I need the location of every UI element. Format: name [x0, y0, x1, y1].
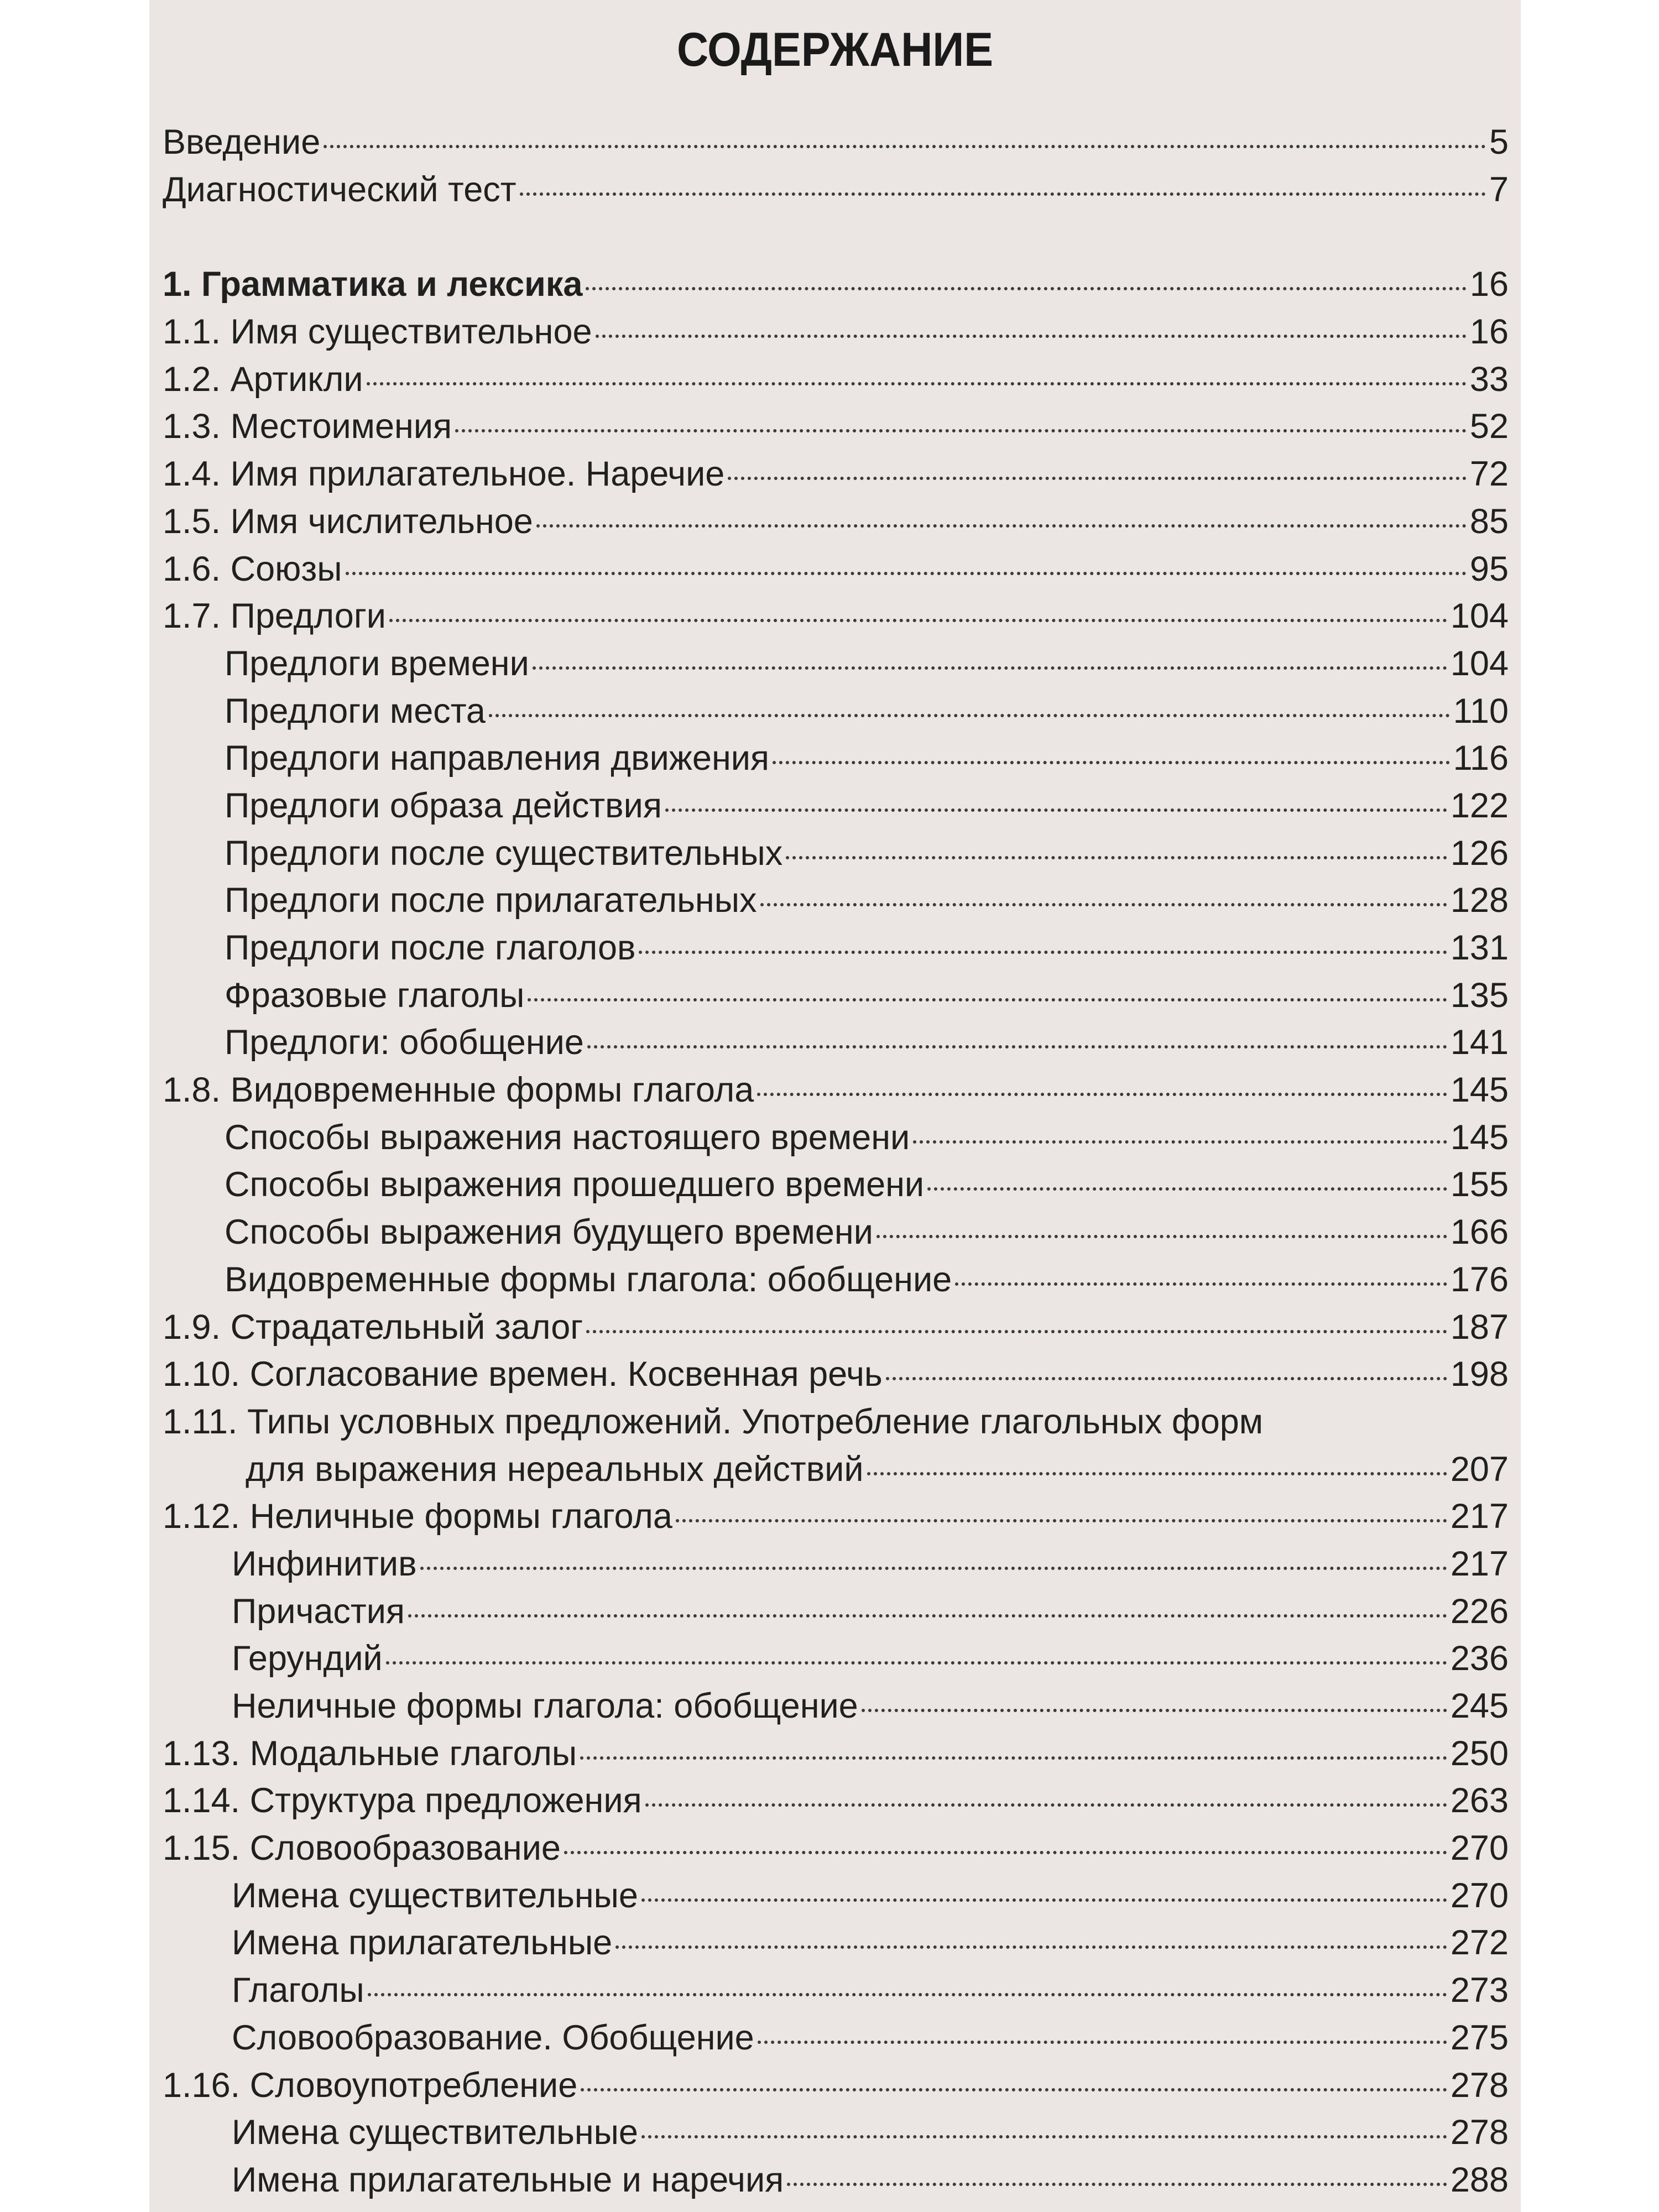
- toc-leader-dots: [913, 1140, 1447, 1144]
- toc-entry-page: 187: [1450, 1307, 1509, 1347]
- toc-entry: [163, 1399, 1509, 1446]
- toc-leader-dots: [867, 1472, 1447, 1475]
- toc-subentry: [163, 1588, 1509, 1636]
- toc-entry-label: Предлоги после глаголов: [225, 928, 636, 967]
- toc-subentry: [163, 1967, 1509, 2015]
- toc-entry-label: Имена существительные: [232, 2113, 638, 2152]
- toc-entry-page: 135: [1450, 975, 1509, 1015]
- toc-entry-page: 245: [1450, 1687, 1509, 1725]
- toc-entry: [163, 1067, 1509, 1114]
- toc-leader-dots: [757, 1093, 1447, 1096]
- toc-entry-page: 207: [1450, 1449, 1509, 1489]
- toc-entry-page: 85: [1469, 502, 1509, 541]
- toc-entry-page: 104: [1450, 597, 1509, 636]
- toc-leader-dots: [489, 714, 1450, 717]
- toc-entry-page: 273: [1450, 1971, 1509, 2010]
- toc-entry-label: 1.7. Предлоги: [163, 597, 386, 636]
- toc-entry-label: Предлоги после прилагательных: [225, 881, 757, 920]
- toc-entry: [163, 1493, 1509, 1541]
- toc-entry-label: 1.16. Словоупотребление: [163, 2065, 578, 2105]
- toc-leader-dots: [773, 761, 1450, 764]
- toc-entry-page: 33: [1469, 359, 1509, 399]
- toc-entry-label: 1.15. Словообразование: [163, 1829, 561, 1868]
- toc-entry-page: 250: [1450, 1734, 1509, 1773]
- toc-entry-label: 1.10. Согласование времен. Косвенная речь: [163, 1355, 883, 1394]
- toc-entry-label: Имена прилагательные: [232, 1923, 613, 1963]
- toc-entry-label: 1.9. Страдательный залог: [163, 1307, 583, 1347]
- toc-entry-page: 52: [1469, 407, 1509, 446]
- toc-entry-page: 145: [1450, 1118, 1509, 1157]
- document-page: [149, 0, 1521, 2212]
- toc-entry-label: 1.14. Структура предложения: [163, 1781, 642, 1820]
- table-of-contents: [163, 119, 1509, 2204]
- toc-entry: [163, 498, 1509, 546]
- toc-entry-label: Способы выражения будущего времени: [225, 1213, 873, 1252]
- toc-entry-page: 122: [1450, 786, 1509, 825]
- toc-leader-dots: [386, 1661, 1447, 1665]
- toc-leader-dots: [641, 2135, 1447, 2138]
- toc-subentry: [163, 925, 1509, 972]
- toc-entry-label: Предлоги места: [225, 691, 486, 731]
- toc-entry-label: Предлоги образа действия: [225, 786, 662, 825]
- toc-entry-page: 116: [1453, 739, 1509, 778]
- toc-entry-continuation: [163, 1446, 1509, 1494]
- toc-entry-page: 288: [1450, 2160, 1509, 2199]
- toc-entry-label: 1.11. Типы условных предложений. Употребление глагольных форм: [163, 1402, 1264, 1441]
- toc-entry: [163, 1351, 1509, 1399]
- toc-leader-dots: [533, 666, 1447, 670]
- toc-entry-label: Введение: [163, 123, 321, 161]
- toc-entry: [163, 119, 1509, 166]
- toc-entry-page: 7: [1489, 170, 1509, 209]
- toc-entry-page: 198: [1450, 1355, 1509, 1394]
- toc-entry-label: 1.3. Местоимения: [163, 407, 452, 446]
- toc-leader-dots: [368, 1993, 1447, 1996]
- toc-entry-page: 278: [1450, 2065, 1509, 2105]
- toc-entry-label: Способы выражения настоящего времени: [225, 1118, 910, 1157]
- toc-entry-label: Фразовые глаголы: [225, 975, 525, 1015]
- toc-leader-dots: [955, 1282, 1447, 1286]
- toc-leader-dots: [927, 1187, 1447, 1191]
- toc-entry-label: 1.1. Имя существительное: [163, 312, 592, 352]
- toc-section-heading: [163, 261, 1509, 309]
- toc-subentry: [163, 1635, 1509, 1683]
- toc-entry: [163, 403, 1509, 451]
- toc-entry-page: 236: [1450, 1639, 1509, 1678]
- toc-leader-dots: [728, 477, 1467, 480]
- toc-entry: [163, 1304, 1509, 1352]
- toc-entry-label: Инфинитив: [232, 1544, 417, 1583]
- toc-leader-dots: [877, 1235, 1447, 1238]
- toc-leader-dots: [586, 287, 1466, 290]
- toc-leader-dots: [639, 951, 1447, 954]
- toc-entry-label: Предлоги после существительных: [225, 833, 783, 873]
- toc-leader-dots: [420, 1567, 1447, 1570]
- toc-subentry: [163, 1872, 1509, 1920]
- toc-leader-dots: [536, 524, 1467, 528]
- toc-subentry: [163, 2109, 1509, 2157]
- toc-entry: [163, 593, 1509, 640]
- toc-leader-dots: [581, 2088, 1447, 2091]
- toc-entry: [163, 166, 1509, 214]
- toc-entry-label: Видовременные формы глагола: обобщение: [225, 1260, 952, 1299]
- toc-entry-page: 72: [1469, 455, 1509, 494]
- toc-leader-dots: [676, 1519, 1447, 1522]
- toc-leader-dots: [665, 808, 1447, 812]
- toc-leader-dots: [580, 1756, 1447, 1760]
- toc-entry: [163, 1777, 1509, 1825]
- toc-entry-label: Диагностический тест: [163, 170, 517, 209]
- toc-entry-label: Имена существительные: [232, 1876, 638, 1915]
- toc-entry-page: 275: [1450, 2018, 1509, 2057]
- toc-entry-page: 131: [1450, 928, 1509, 967]
- toc-subentry: [163, 782, 1509, 830]
- toc-leader-dots: [389, 619, 1447, 622]
- toc-subentry: [163, 1919, 1509, 1967]
- toc-entry-page: 95: [1469, 549, 1509, 588]
- toc-entry-page: 155: [1450, 1165, 1509, 1204]
- toc-leader-dots: [641, 1898, 1447, 1902]
- toc-leader-dots: [787, 2183, 1447, 2186]
- toc-entry-label: Предлоги времени: [225, 644, 529, 683]
- toc-subentry: [163, 688, 1509, 735]
- toc-leader-dots: [760, 903, 1447, 906]
- toc-subentry: [163, 1209, 1509, 1256]
- toc-entry-label: Герундий: [232, 1639, 383, 1678]
- toc-entry-page: 217: [1450, 1544, 1509, 1583]
- toc-subentry: [163, 1541, 1509, 1588]
- toc-leader-dots: [367, 382, 1467, 385]
- toc-entry-label: Неличные формы глагола: обобщение: [232, 1687, 858, 1725]
- toc-subentry: [163, 1683, 1509, 1730]
- toc-entry: [163, 309, 1509, 356]
- toc-entry-page: 270: [1450, 1829, 1509, 1868]
- toc-subentry: [163, 1161, 1509, 1209]
- toc-subentry: [163, 640, 1509, 688]
- toc-entry-page: 104: [1450, 644, 1509, 683]
- toc-entry-label: 1.2. Артикли: [163, 359, 363, 399]
- toc-entry: [163, 1825, 1509, 1872]
- toc-leader-dots: [324, 145, 1486, 148]
- toc-entry-label: 1.13. Модальные глаголы: [163, 1734, 577, 1773]
- toc-subentry: [163, 735, 1509, 782]
- toc-entry-page: 270: [1450, 1876, 1509, 1915]
- toc-entry-page: 272: [1450, 1923, 1509, 1963]
- toc-subentry: [163, 2015, 1509, 2062]
- toc-subentry: [163, 830, 1509, 878]
- toc-entry-label: 1.8. Видовременные формы глагола: [163, 1071, 754, 1110]
- toc-leader-dots: [886, 1377, 1447, 1380]
- toc-entry-page: 217: [1450, 1497, 1509, 1536]
- toc-entry-label: 1.5. Имя числительное: [163, 502, 533, 541]
- toc-entry-label: 1.6. Союзы: [163, 549, 342, 588]
- toc-subentry: [163, 877, 1509, 925]
- toc-entry-label: Глаголы: [232, 1971, 364, 2010]
- toc-subentry: [163, 1256, 1509, 1304]
- toc-subentry: [163, 1019, 1509, 1067]
- toc-entry-page: 166: [1450, 1213, 1509, 1252]
- toc-entry-label: для выражения нереальных действий: [246, 1449, 864, 1489]
- toc-leader-dots: [786, 856, 1447, 859]
- toc-entry-label: Причастия: [232, 1592, 405, 1631]
- toc-leader-dots: [586, 1330, 1447, 1333]
- toc-leader-dots: [520, 192, 1486, 196]
- toc-leader-dots: [615, 1945, 1447, 1949]
- toc-entry-page: 263: [1450, 1781, 1509, 1820]
- toc-leader-dots: [528, 998, 1447, 1001]
- toc-leader-dots: [564, 1851, 1447, 1854]
- toc-entry-label: Способы выражения прошедшего времени: [225, 1165, 925, 1204]
- toc-entry-page: 145: [1450, 1071, 1509, 1110]
- toc-leader-dots: [596, 335, 1467, 338]
- toc-entry: [163, 1730, 1509, 1778]
- toc-entry-label: 1. Грамматика и лексика: [163, 265, 583, 304]
- toc-subentry: [163, 972, 1509, 1020]
- toc-leader-dots: [645, 1803, 1447, 1807]
- toc-subentry: [163, 1114, 1509, 1162]
- toc-entry-page: 16: [1469, 265, 1509, 304]
- toc-leader-dots: [346, 572, 1467, 575]
- toc-entry-label: 1.12. Неличные формы глагола: [163, 1497, 672, 1536]
- toc-leader-dots: [455, 429, 1467, 432]
- toc-entry: [163, 451, 1509, 498]
- toc-entry: [163, 546, 1509, 593]
- toc-entry: [163, 2062, 1509, 2110]
- toc-leader-dots: [758, 2041, 1447, 2044]
- toc-entry-label: Имена прилагательные и наречия: [232, 2160, 784, 2199]
- toc-entry-page: 16: [1469, 312, 1509, 352]
- toc-entry-label: 1.4. Имя прилагательное. Наречие: [163, 455, 725, 494]
- toc-entry-page: 110: [1453, 691, 1509, 731]
- toc-entry-label: Предлоги: обобщение: [225, 1023, 584, 1062]
- toc-leader-dots: [862, 1709, 1447, 1712]
- toc-entry-page: 141: [1450, 1023, 1509, 1062]
- toc-entry-page: 176: [1450, 1260, 1509, 1299]
- toc-entry-page: 226: [1450, 1592, 1509, 1631]
- toc-entry-label: Словообразование. Обобщение: [232, 2018, 754, 2057]
- toc-entry-page: 128: [1450, 881, 1509, 920]
- toc-entry-page: 278: [1450, 2113, 1509, 2152]
- toc-entry-page: 5: [1489, 123, 1509, 161]
- toc-entry-page: 126: [1450, 833, 1509, 873]
- toc-subentry: [163, 2157, 1509, 2204]
- toc-entry-label: Предлоги направления движения: [225, 739, 770, 778]
- toc-leader-dots: [587, 1045, 1447, 1048]
- toc-leader-dots: [408, 1614, 1447, 1618]
- page-title: СОДЕРЖАНИЕ: [677, 23, 993, 76]
- toc-entry: [163, 356, 1509, 404]
